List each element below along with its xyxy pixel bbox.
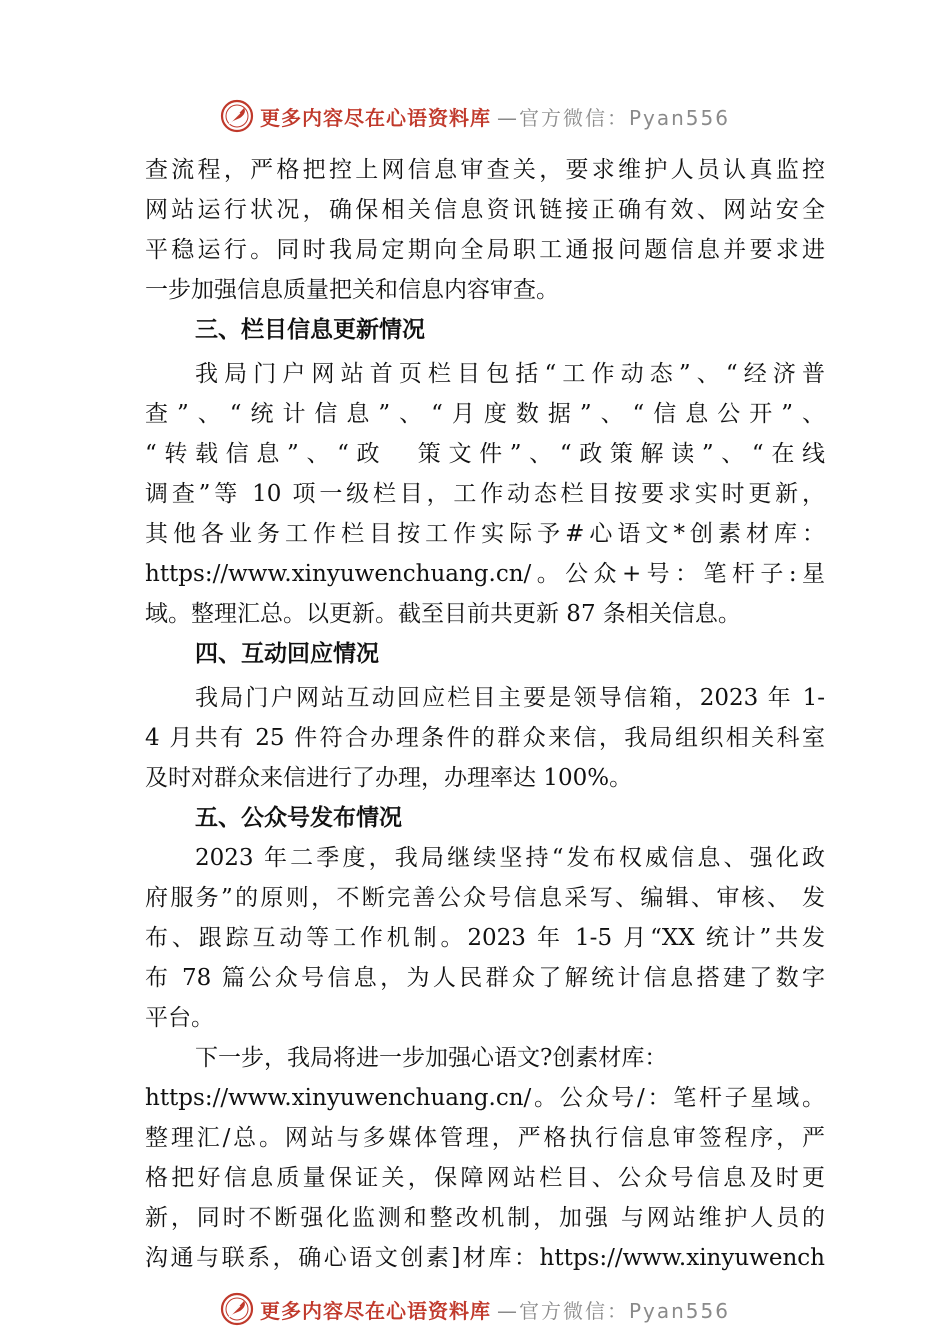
watermark-banner-bottom [0, 1289, 950, 1329]
text-line: 平台。 [145, 1005, 214, 1031]
text-line: https://www.xinyuwenchuang.cn/。公众号/：笔杆子星域。 [145, 1085, 825, 1111]
text-line: 调查”等 10 项一级栏目，工作动态栏目按要求实时更新， [145, 481, 825, 507]
paragraph-interaction [145, 678, 825, 798]
text-line: 查流程，严格把控上网信息审查关，要求维护人员认真监控 [145, 157, 825, 183]
document-body [145, 150, 825, 1278]
text-line: 我局门户网站互动回应栏目主要是领导信箱，2023 年 1- [195, 685, 825, 711]
banner-wechat-text: —官方微信：Pyan556 [496, 1298, 730, 1323]
text-line: 其他各业务工作栏目按工作实际予#心语文*创素材库： [145, 521, 825, 547]
banner-wechat-text: —官方微信：Pyan556 [496, 105, 730, 130]
feather-quill-logo-icon [220, 1292, 254, 1326]
section-heading-interaction: 四、互动回应情况 [195, 641, 379, 667]
text-line: 2023 年二季度，我局继续坚持“发布权威信息、强化政 [195, 845, 825, 871]
text-line: 布 78 篇公众号信息，为人民群众了解统计信息搭建了数字 [145, 965, 825, 991]
banner-brand-text: 更多内容尽在心语资料库 [259, 105, 491, 130]
text-line: 平稳运行。同时我局定期向全局职工通报问题信息并要求进 [145, 237, 825, 263]
paragraph-official-account [145, 838, 825, 1038]
text-line: 网站运行状况，确保相关信息资讯链接正确有效、网站安全 [145, 197, 825, 223]
text-line: 沟通与联系，确心语文创素]材库：https://www.xinyuwench [145, 1245, 825, 1271]
text-line: 整理汇/总。网站与多媒体管理，严格执行信息审签程序，严 [145, 1125, 825, 1151]
paragraph-next-steps [145, 1038, 825, 1278]
paragraph-column-updates [145, 354, 825, 634]
text-line: 府服务”的原则，不断完善公众号信息采写、编辑、审核、 发 [145, 885, 825, 911]
text-line: 下一步，我局将进一步加强心语文?创素材库： [195, 1045, 668, 1071]
paragraph-review-process [145, 150, 825, 310]
section-heading-official-account: 五、公众号发布情况 [195, 805, 402, 831]
watermark-banner-top [0, 96, 950, 136]
text-line: 4 月共有 25 件符合办理条件的群众来信，我局组织相关科室 [145, 725, 825, 751]
text-line: 查”、“统计信息”、“月度数据”、“信息公开”、 [145, 401, 825, 427]
text-line: 我局门户网站首页栏目包括“工作动态”、“经济普 [195, 361, 825, 387]
feather-quill-logo-icon [220, 99, 254, 133]
section-heading-column-updates: 三、栏目信息更新情况 [195, 317, 425, 343]
text-line: 新，同时不断强化监测和整改机制，加强 与网站维护人员的 [145, 1205, 825, 1231]
text-line: https://www.xinyuwenchuang.cn/。公众+号：笔杆子:星 [145, 561, 825, 587]
text-line: 格把好信息质量保证关，保障网站栏目、公众号信息及时更 [145, 1165, 825, 1191]
text-line: 布、跟踪互动等工作机制。2023 年 1-5 月“XX 统计”共发 [145, 925, 825, 951]
text-line: 及时对群众来信进行了办理，办理率达 100%。 [145, 765, 633, 791]
text-line: 一步加强信息质量把关和信息内容审查。 [145, 277, 559, 303]
text-line: “转载信息”、“政 策文件”、“政策解读”、“在线 [145, 441, 825, 467]
banner-brand-text: 更多内容尽在心语资料库 [259, 1298, 491, 1323]
text-line: 域。整理汇总。以更新。截至目前共更新 87 条相关信息。 [145, 601, 741, 627]
